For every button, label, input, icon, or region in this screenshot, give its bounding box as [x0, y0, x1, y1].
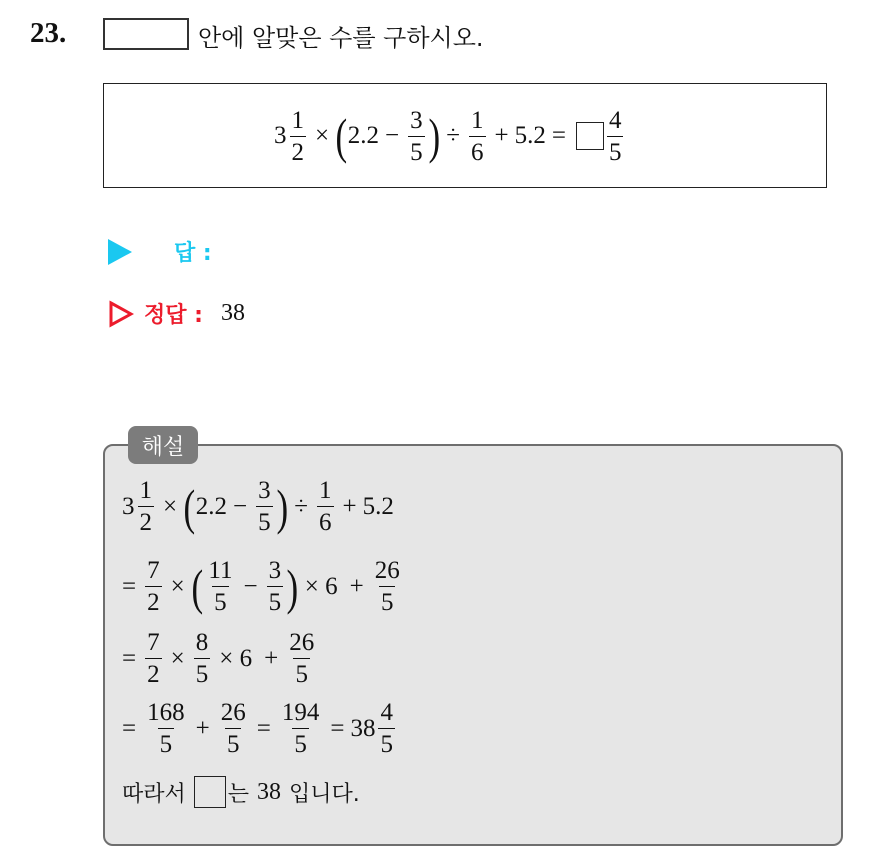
fraction: $\frac{3}{5}$	[268, 557, 282, 616]
solution-step-3: = $\frac{7}{2}$ × $\frac{8}{5}$ × 6 + $\frac{26}{5}$	[122, 629, 315, 688]
fraction: $\frac{1}{2}$	[139, 477, 152, 536]
fraction: $\frac{1}{6}$	[319, 477, 332, 536]
divide-operator: ÷	[446, 122, 461, 149]
right-paren: )	[428, 108, 440, 164]
fraction: $\frac{168}{5}$	[147, 699, 185, 758]
play-triangle-icon	[108, 239, 132, 265]
answer-blank-box	[103, 18, 189, 50]
answer-row	[108, 236, 212, 267]
blank-square	[194, 776, 226, 808]
fraction: $\frac{3}{5}$	[258, 477, 271, 536]
fraction: $\frac{26}{5}$	[374, 557, 400, 616]
fraction: $\frac{4}{5}$	[380, 699, 393, 758]
answer-label: 답 :	[174, 241, 212, 266]
fraction: $\frac{1}{2}$	[291, 106, 304, 166]
solution-step-2: = $\frac{7}{2}$ × ( $\frac{11}{5}$ − $\frac{3}{5}$ ) × 6 + $\frac{26}{5}$	[122, 557, 400, 616]
fraction: $\frac{194}{5}$	[281, 699, 320, 758]
fraction: $\frac{26}{5}$	[289, 629, 315, 688]
equation-box	[103, 83, 827, 188]
question-number: 23.	[30, 17, 67, 49]
solution-step-4: = $\frac{168}{5}$ + $\frac{26}{5}$ = $\frac{194}{5}$ = 38 $\frac{4}{5}$	[122, 699, 393, 758]
fraction: $\frac{3}{5}$	[410, 106, 423, 166]
fraction: $\frac{11}{5}$	[208, 557, 233, 616]
left-paren: (	[335, 108, 348, 164]
fraction: $\frac{4}{5}$	[608, 106, 622, 166]
fraction: $\frac{1}{6}$	[471, 106, 484, 166]
fraction: $\frac{26}{5}$	[220, 699, 246, 758]
correct-answer-label: 정답 :	[144, 303, 203, 328]
times-operator: ×	[315, 122, 330, 149]
solution-tag: 해설	[128, 426, 198, 464]
outline-triangle-icon	[108, 300, 134, 328]
solution-conclusion: 따라서 는 38 입니다.	[122, 776, 360, 808]
equals-operator: =	[551, 122, 566, 149]
correct-answer-row	[108, 298, 245, 329]
decimal: 2.2	[347, 122, 380, 149]
fraction: $\frac{7}{2}$	[147, 557, 160, 616]
plus-operator: +	[494, 122, 509, 149]
blank-square	[576, 122, 604, 150]
fraction: $\frac{8}{5}$	[195, 629, 209, 688]
minus-operator: −	[385, 122, 400, 149]
fraction: $\frac{7}{2}$	[147, 629, 160, 688]
solution-step-1: 3 $\frac{1}{2}$ × ( 2.2 − $\frac{3}{5}$ ) ÷ $\frac{1}{6}$ + 5.2	[122, 477, 394, 536]
whole-number: 3	[274, 122, 287, 149]
question-instruction: 안에 알맞은 수를 구하시오.	[198, 24, 484, 52]
decimal: 5.2	[514, 122, 546, 149]
correct-answer-value: 38	[220, 300, 245, 326]
equation	[274, 94, 626, 178]
